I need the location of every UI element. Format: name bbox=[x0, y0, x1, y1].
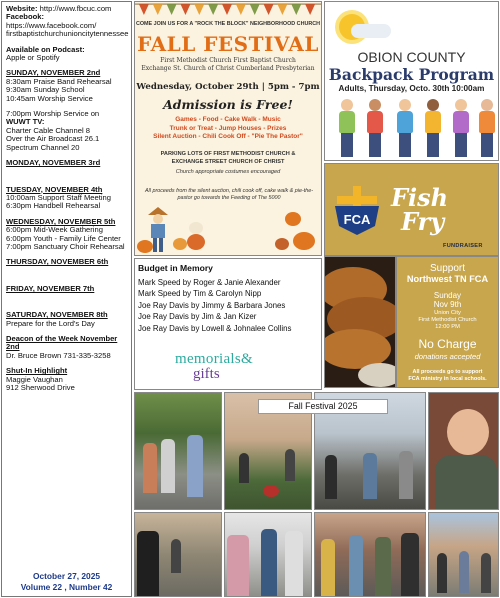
support-city: Union City bbox=[434, 310, 461, 316]
budget-in-memory-panel bbox=[134, 258, 322, 390]
person-figure bbox=[285, 449, 295, 481]
support-org: Northwest TN FCA bbox=[406, 274, 489, 284]
fish-fry-title bbox=[391, 183, 449, 236]
person-figure bbox=[401, 533, 419, 597]
facebook-label: Facebook: bbox=[6, 12, 44, 22]
festival-photo bbox=[224, 512, 312, 597]
festival-photo bbox=[314, 512, 426, 597]
tv-channel: Charter Cable Channel 8 bbox=[6, 125, 91, 135]
support-venue: First Methodist Church bbox=[418, 317, 477, 323]
child-illustration bbox=[451, 99, 471, 161]
support-label: Support bbox=[429, 263, 466, 274]
budget-entry: Joe Ray Davis by Jim & Jan Kizer bbox=[138, 312, 257, 322]
memorials-gifts-logo bbox=[175, 351, 273, 383]
saturday-item: Prepare for the Lord's Day bbox=[6, 318, 95, 328]
person-figure bbox=[137, 531, 159, 597]
poster-parking bbox=[135, 151, 321, 166]
sunday-item: 9:30am Sunday School bbox=[6, 85, 85, 95]
fry-word: Fry bbox=[401, 207, 445, 236]
no-charge-label: No Charge bbox=[418, 337, 477, 351]
poster-date: Wednesday, October 29th | 5pm - 7pm bbox=[136, 82, 320, 92]
person-figure bbox=[143, 443, 157, 493]
child-illustration bbox=[395, 99, 415, 161]
person-figure bbox=[187, 435, 203, 497]
issue-volume: Volume 22 , Number 42 bbox=[20, 581, 113, 592]
tuesday-item: 6:30pm Handbell Rehearsal bbox=[6, 201, 101, 211]
pumpkin-icon bbox=[275, 238, 289, 250]
budget-entry: Joe Ray Davis by Jimmy & Barbara Jones bbox=[138, 300, 286, 310]
poster-admission: Admission is Free! bbox=[163, 97, 293, 112]
friday-heading: FRIDAY, NOVEMBER 7th bbox=[6, 283, 95, 293]
shutin-heading: Shut-In Highlight bbox=[6, 366, 68, 376]
person-figure bbox=[263, 485, 279, 497]
person-face bbox=[447, 409, 489, 455]
poster-activity-line: Games - Food - Cake Walk - Music bbox=[175, 116, 281, 123]
poster-activity-line: Silent Auction - Chili Cook Off - "Pie The Pastor" bbox=[153, 133, 303, 141]
support-day: Sunday bbox=[433, 291, 462, 300]
sunday-heading: SUNDAY, NOVEMBER 2nd bbox=[6, 68, 101, 78]
website-label: Website: bbox=[6, 4, 38, 13]
festival-photo bbox=[428, 512, 499, 597]
child-illustration bbox=[365, 99, 385, 161]
budget-title: Budget in Memory bbox=[138, 263, 213, 273]
fca-logo-text: FCA bbox=[343, 212, 371, 227]
person-figure bbox=[171, 539, 181, 573]
poster-proceeds: All proceeds from the silent auction, chili cook off, cake walk & pie-the-pastor go towards the Feeding of The 5000 bbox=[144, 188, 314, 201]
fca-support-panel bbox=[396, 256, 499, 388]
support-date bbox=[397, 292, 498, 309]
fall-festival-poster bbox=[134, 1, 322, 256]
support-time: 12:00 PM bbox=[435, 324, 460, 330]
backpack-title: Backpack Program bbox=[328, 65, 495, 84]
festival-photo bbox=[134, 512, 222, 597]
podcast-label: Available on Podcast: bbox=[6, 44, 85, 54]
child-illustration bbox=[423, 99, 443, 161]
backpack-program-ad bbox=[324, 1, 499, 161]
support-footer-line: All proceeds go to support bbox=[412, 369, 483, 375]
poster-invite: COME JOIN US FOR A "ROCK THE BLOCK" NEIGHBORHOOD CHURCH bbox=[135, 21, 321, 27]
budget-entry: Mark Speed by Tim & Carolyn Nipp bbox=[138, 289, 262, 299]
budget-entry: Joe Ray Davis by Lowell & Johnalee Collins bbox=[138, 323, 292, 333]
person-figure bbox=[239, 453, 249, 483]
person-figure bbox=[321, 539, 335, 597]
person-figure bbox=[435, 455, 497, 510]
schedule-column bbox=[1, 1, 132, 597]
child-illustration bbox=[337, 99, 357, 161]
person-figure bbox=[481, 553, 491, 593]
saturday-heading: SATURDAY, NOVEMBER 8th bbox=[6, 310, 108, 320]
poster-host-line: First Methodist Church First Baptist Church bbox=[160, 57, 296, 64]
poster-hosts bbox=[135, 57, 321, 72]
budget-entry: Mark Speed by Roger & Janie Alexander bbox=[138, 278, 281, 287]
fried-fish-image bbox=[325, 257, 396, 388]
website-link[interactable]: http://www.fbcuc.com bbox=[39, 4, 112, 13]
sunday-item: 8:30am Praise Band Rehearsal bbox=[6, 76, 112, 86]
support-location bbox=[397, 310, 498, 331]
support-footer-line: FCA ministry in local schools. bbox=[408, 375, 487, 382]
pumpkin-icon bbox=[173, 238, 187, 250]
wednesday-heading: WEDNESDAY, NOVEMBER 5th bbox=[6, 216, 116, 226]
pumpkin-icon bbox=[285, 212, 301, 226]
person-figure bbox=[261, 529, 277, 597]
support-footer bbox=[397, 369, 498, 383]
tv-channel: Spectrum Channel 20 bbox=[6, 142, 80, 152]
memorials-logo-text: memorials& bbox=[175, 351, 253, 367]
poster-activity-line: Trunk or Treat - Jump Houses - Prizes bbox=[169, 124, 287, 132]
wuwt-label: WUWT TV: bbox=[6, 117, 45, 127]
cloud-icon bbox=[351, 24, 391, 38]
child-illustration bbox=[477, 99, 497, 161]
tuesday-heading: TUESDAY, NOVEMBER 4th bbox=[6, 184, 103, 194]
thursday-heading: THURSDAY, NOVEMBER 6th bbox=[6, 257, 109, 267]
issue-footer bbox=[2, 571, 131, 592]
poster-parking-line: EXCHANGE STREET CHURCH OF CHRIST bbox=[171, 158, 285, 165]
backpack-county: OBION COUNTY bbox=[357, 49, 466, 65]
donations-label: donations accepted bbox=[414, 352, 481, 361]
support-day-date: Nov 9th bbox=[433, 299, 462, 309]
shutin-name: Maggie Vaughan bbox=[6, 374, 63, 384]
wednesday-item: 6:00pm Mid-Week Gathering bbox=[6, 225, 103, 235]
bunting-decoration bbox=[135, 2, 321, 20]
person-figure bbox=[459, 551, 469, 593]
tv-channel: Over the Air Broadcast 26.1 bbox=[6, 134, 100, 144]
pumpkin-icon bbox=[187, 234, 205, 250]
fca-fish-fry-banner bbox=[324, 163, 499, 256]
fundraiser-label: FUNDRAISER bbox=[443, 243, 483, 249]
sunday-item: 7:00pm Worship Service on bbox=[6, 109, 100, 119]
fish-word: Fish bbox=[391, 183, 449, 212]
poster-parking-line: PARKING LOTS OF FIRST METHODIST CHURCH & bbox=[160, 151, 296, 157]
person-figure bbox=[437, 553, 447, 593]
poster-activities bbox=[135, 116, 321, 142]
shutin-address: 912 Sherwood Drive bbox=[6, 383, 75, 392]
pumpkin-icon bbox=[293, 232, 315, 250]
person-figure bbox=[349, 535, 363, 597]
fall-festival-2025-label: Fall Festival 2025 bbox=[258, 399, 388, 414]
fried-fish-photo bbox=[324, 256, 396, 388]
facebook-link-1[interactable]: https://www.facebook.com/ bbox=[6, 20, 97, 30]
deacon-item: Dr. Bruce Brown 731-335-3258 bbox=[6, 350, 111, 360]
backpack-schedule: Adults, Thursday, Octo. 30th 10:00am bbox=[338, 84, 485, 93]
person-figure bbox=[375, 537, 391, 597]
person-figure bbox=[325, 455, 337, 499]
sunday-item: 10:45am Worship Service bbox=[6, 93, 93, 103]
festival-photo bbox=[134, 392, 222, 510]
person-figure bbox=[161, 439, 175, 493]
issue-date: October 27, 2025 bbox=[32, 571, 101, 581]
poster-title: FALL FESTIVAL bbox=[137, 32, 319, 56]
tuesday-item: 10:00am Support Staff Meeting bbox=[6, 192, 111, 202]
festival-photo bbox=[428, 392, 499, 510]
fca-logo-icon bbox=[329, 186, 385, 236]
wednesday-item: 6:00pm Youth - Family Life Center bbox=[6, 233, 121, 243]
wednesday-item: 7:00pm Sanctuary Choir Rehearsal bbox=[6, 241, 125, 251]
poster-host-line: Exchange St. Church of Christ Cumberland Presbyterian bbox=[141, 64, 315, 72]
pumpkin-icon bbox=[189, 222, 203, 234]
person-figure bbox=[363, 453, 377, 499]
poster-costume-note: Church appropriate costumes encouraged bbox=[175, 169, 281, 175]
podcast-text: Apple or Spotify bbox=[6, 53, 60, 63]
monday-heading: MONDAY, NOVEMBER 3rd bbox=[6, 158, 101, 168]
deacon-heading: Deacon of the Week November 2nd bbox=[6, 333, 118, 352]
person-figure bbox=[285, 531, 303, 597]
person-figure bbox=[399, 451, 413, 499]
gifts-logo-text: gifts bbox=[193, 366, 220, 382]
facebook-link-2[interactable]: firstbaptistchurchunioncitytennessee bbox=[6, 29, 129, 39]
pumpkin-icon bbox=[137, 240, 153, 253]
person-figure bbox=[227, 535, 249, 597]
